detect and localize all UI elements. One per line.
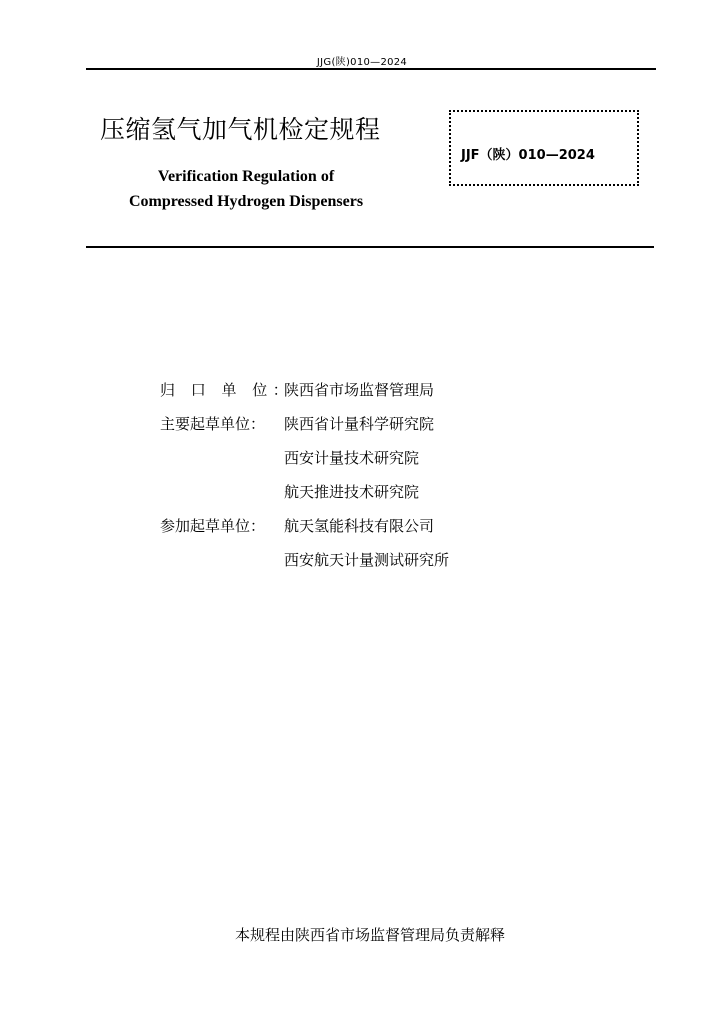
participating-unit-value: 航天氢能科技有限公司 — [284, 517, 435, 535]
document-title-english — [100, 164, 392, 214]
participating-unit-value: 西安航天计量测试研究所 — [284, 551, 450, 569]
document-code: JJF（陕）010—2024 — [461, 148, 595, 163]
document-title-chinese: 压缩氢气加气机检定规程 — [100, 115, 381, 144]
document-code-box — [449, 110, 639, 186]
header-rule — [86, 68, 656, 70]
main-drafting-unit-label: 主要起草单位： — [160, 415, 266, 433]
main-drafting-unit-value: 陕西省计量科学研究院 — [284, 415, 435, 433]
responsible-unit-value: 陕西省市场监督管理局 — [284, 381, 435, 399]
responsible-unit-label: 归 口 单 位： — [160, 381, 294, 399]
interpretation-note: 本规程由陕西省市场监督管理局负责解释 — [234, 926, 505, 944]
english-title-line-2: Compressed Hydrogen Dispensers — [128, 193, 364, 210]
main-drafting-unit-value: 西安计量技术研究院 — [284, 449, 420, 467]
running-header-code: JJG(陕)010—2024 — [316, 57, 408, 68]
title-section-rule — [86, 246, 654, 248]
main-drafting-unit-value: 航天推进技术研究院 — [284, 483, 420, 501]
participating-unit-label: 参加起草单位： — [160, 517, 266, 535]
english-title-line-1: Verification Regulation of — [157, 168, 335, 185]
